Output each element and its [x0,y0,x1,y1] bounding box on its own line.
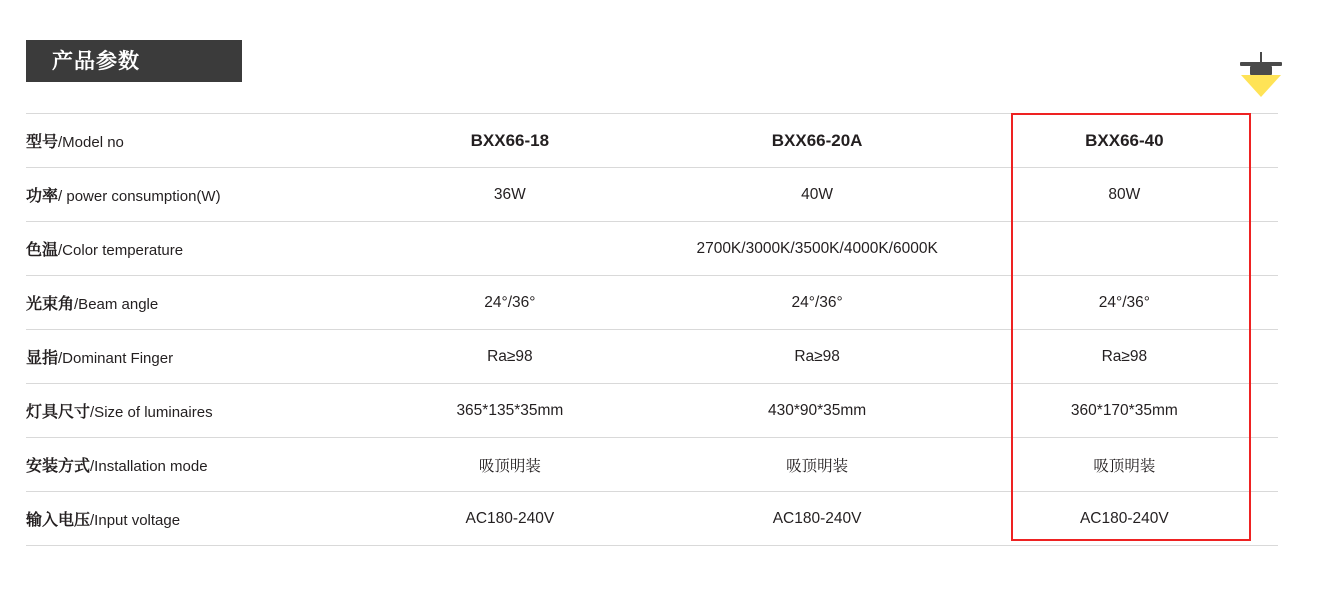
row-label-cn: 安装方式 [26,458,91,475]
row-label-cn: 功率 [26,188,59,205]
cell-cri-3: Ra≥98 [971,330,1278,384]
cell-installation-2: 吸顶明装 [663,438,970,492]
cell-cri-2: Ra≥98 [663,330,970,384]
row-label [26,168,356,222]
row-label [26,330,356,384]
cell-voltage-2: AC180-240V [663,492,970,546]
page-title: 产品参数 [52,49,140,73]
row-label [26,438,356,492]
row-label-cn: 型号 [26,134,59,151]
lamp-body [1250,66,1272,75]
cell-cri-1: Ra≥98 [356,330,663,384]
row-label-en: /Color temperature [58,242,184,259]
cell-voltage-3: AC180-240V [971,492,1278,546]
table-row [26,438,1278,492]
table-row [26,222,1278,276]
table-row [26,168,1278,222]
row-label-en: /Input voltage [90,512,181,529]
cell-power-1: 36W [356,168,663,222]
row-label-cn: 灯具尺寸 [26,404,91,421]
cell-installation-1: 吸顶明装 [356,438,663,492]
cell-model-2: BXX66-20A [663,114,970,168]
cell-color-temperature-all: 2700K/3000K/3500K/4000K/6000K [356,222,1278,276]
cell-beam-angle-3: 24°/36° [971,276,1278,330]
row-label [26,114,356,168]
cell-beam-angle-2: 24°/36° [663,276,970,330]
cell-power-2: 40W [663,168,970,222]
row-label-en: /Size of luminaires [90,404,213,421]
table-row [26,114,1278,168]
row-label [26,384,356,438]
row-label [26,276,356,330]
table-body [26,114,1278,546]
specification-table [26,113,1278,546]
cell-model-3: BXX66-40 [971,114,1278,168]
table-row [26,330,1278,384]
ceiling-lamp-icon [1234,52,1288,100]
cell-size-1: 365*135*35mm [356,384,663,438]
row-label-en: / power consumption(W) [58,188,221,205]
row-label-cn: 色温 [26,242,59,259]
row-label-cn: 显指 [26,350,59,367]
section-header [26,40,242,82]
cell-beam-angle-1: 24°/36° [356,276,663,330]
cell-installation-3: 吸顶明装 [971,438,1278,492]
cell-size-3: 360*170*35mm [971,384,1278,438]
row-label [26,222,356,276]
row-label-en: /Beam angle [74,296,159,313]
row-label-en: /Model no [58,134,124,151]
row-label-cn: 光束角 [26,296,75,313]
table-row [26,276,1278,330]
cell-model-1: BXX66-18 [356,114,663,168]
cell-voltage-1: AC180-240V [356,492,663,546]
row-label [26,492,356,546]
row-label-en: /Installation mode [90,458,208,475]
cell-size-2: 430*90*35mm [663,384,970,438]
cell-power-3: 80W [971,168,1278,222]
table-row [26,492,1278,546]
lamp-beam [1241,75,1281,97]
row-label-cn: 输入电压 [26,512,91,529]
lamp-stem [1260,52,1262,62]
table-row [26,384,1278,438]
row-label-en: /Dominant Finger [58,350,174,367]
